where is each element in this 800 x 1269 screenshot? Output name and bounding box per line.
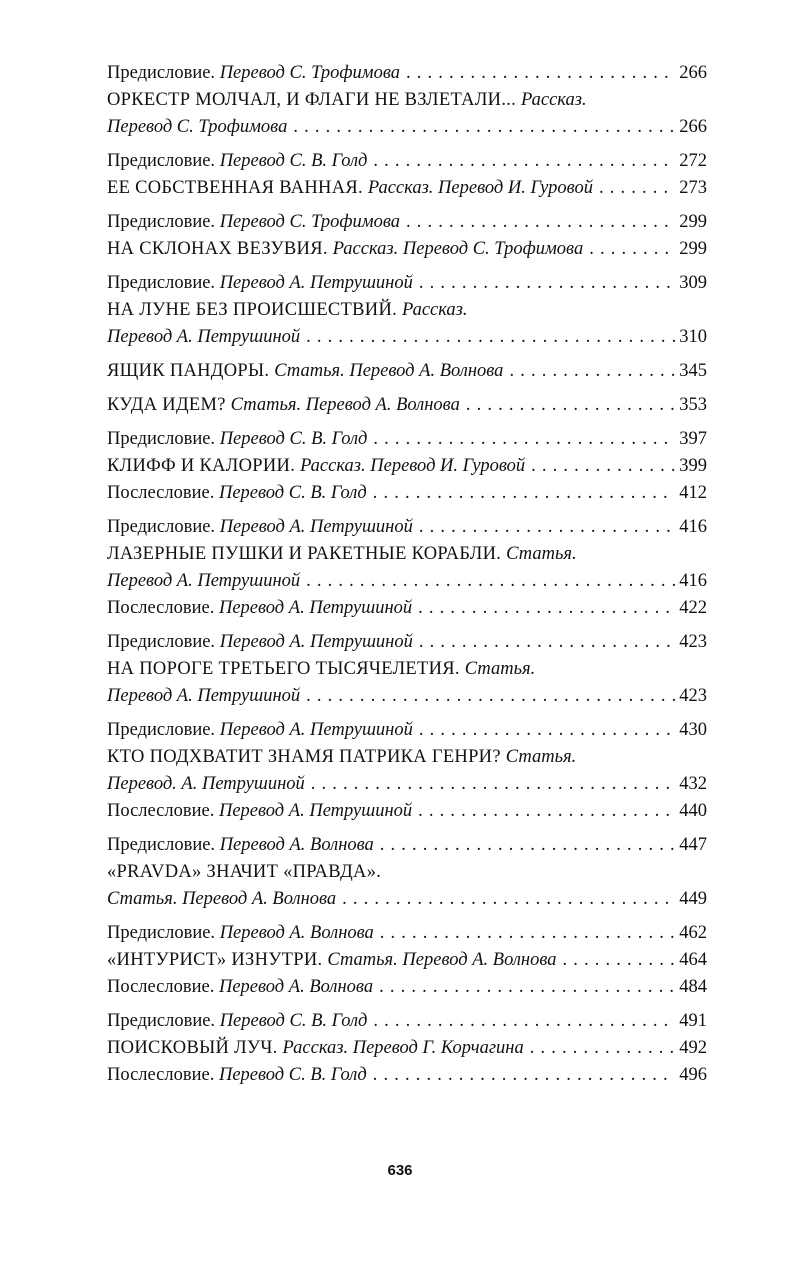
toc-group: [107, 209, 707, 263]
toc-title-line: [107, 297, 707, 324]
toc-entry: [107, 426, 707, 453]
translator-credit: Перевод С. Трофимова: [219, 63, 401, 83]
leader-dots: [509, 358, 675, 384]
toc-page-number: 353: [679, 395, 707, 415]
translator-credit: Рассказ. Перевод И. Гуровой: [300, 456, 526, 476]
section-label: Послесловие.: [107, 977, 219, 997]
translator-credit: Статья. Перевод А. Волнова: [327, 950, 557, 970]
toc-page-number: 491: [679, 1011, 707, 1031]
toc-entry-text: [107, 453, 525, 479]
section-label: Предисловие.: [107, 835, 220, 855]
leader-dots: [589, 236, 675, 262]
toc-entry: [107, 514, 707, 541]
toc-page-number: 412: [679, 483, 707, 503]
toc-page-number: 310: [679, 327, 707, 347]
toc-entry: [107, 920, 707, 947]
toc-entry-text: [107, 920, 374, 946]
section-label: Предисловие.: [107, 923, 220, 943]
toc-entry: [107, 947, 707, 974]
translator-credit: Перевод А. Петрушиной: [219, 273, 413, 293]
toc-entry: [107, 886, 707, 913]
toc-entry-text: [107, 175, 593, 201]
toc-entry: [107, 358, 707, 385]
toc-entry-text: [107, 392, 460, 418]
leader-dots: [306, 683, 675, 709]
toc-entry-text: [107, 1008, 367, 1034]
toc-group: [107, 629, 707, 710]
leader-dots: [418, 798, 675, 824]
toc-page-number: 440: [679, 801, 707, 821]
leader-dots: [418, 595, 675, 621]
leader-dots: [380, 920, 675, 946]
toc-entry: [107, 480, 707, 507]
section-label: Предисловие.: [107, 720, 220, 740]
toc-page-number: 430: [679, 720, 707, 740]
toc-page-number: 416: [679, 517, 707, 537]
toc-title-line: [107, 87, 707, 114]
toc-entry: [107, 974, 707, 1001]
work-title: НА ПОРОГЕ ТРЕТЬЕГО ТЫСЯЧЕЛЕТИЯ.: [107, 659, 465, 679]
work-title: ЛАЗЕРНЫЕ ПУШКИ И РАКЕТНЫЕ КОРАБЛИ.: [107, 544, 507, 564]
toc-page-number: 273: [679, 178, 707, 198]
toc-group: [107, 60, 707, 141]
translator-credit: Перевод. А. Петрушиной: [107, 774, 305, 794]
translator-credit: Перевод С. В. Голд: [219, 429, 368, 449]
toc-entry: [107, 114, 707, 141]
toc-entry-text: [107, 209, 400, 235]
translator-credit: Перевод А. Волнова: [218, 977, 374, 997]
toc-group: [107, 717, 707, 825]
work-title: НА ЛУНЕ БЕЗ ПРОИСШЕСТВИЙ.: [107, 300, 402, 320]
toc-group: [107, 392, 707, 419]
section-label: Предисловие.: [107, 1011, 220, 1031]
translator-credit: Статья. Перевод А. Волнова: [107, 889, 337, 909]
toc-entry-text: [107, 514, 413, 540]
toc-entry: [107, 595, 707, 622]
leader-dots: [306, 568, 675, 594]
toc-entry-text: [107, 148, 367, 174]
translator-credit: Рассказ. Перевод Г. Корчагина: [282, 1038, 524, 1058]
leader-dots: [373, 1008, 675, 1034]
toc-entry-text: [107, 324, 300, 350]
toc-entry-text: [107, 568, 300, 594]
toc-page-number: 266: [679, 117, 707, 137]
translator-credit: Перевод А. Волнова: [219, 835, 374, 855]
toc-entry: [107, 798, 707, 825]
leader-dots: [531, 453, 675, 479]
toc-entry: [107, 683, 707, 710]
leader-dots: [419, 717, 675, 743]
translator-credit: Перевод А. Петрушиной: [107, 571, 301, 591]
section-label: Предисловие.: [107, 212, 220, 232]
toc-entry: [107, 236, 707, 263]
section-label: Предисловие.: [107, 151, 220, 171]
leader-dots: [373, 426, 675, 452]
toc-entry: [107, 832, 707, 859]
leader-dots: [293, 114, 675, 140]
toc-entry-text: [107, 236, 583, 262]
section-label: Предисловие.: [107, 429, 220, 449]
toc-page-number: 464: [679, 950, 707, 970]
leader-dots: [373, 148, 675, 174]
toc-entry: [107, 1062, 707, 1089]
translator-credit: Перевод А. Петрушиной: [219, 517, 413, 537]
work-genre: Статья.: [505, 747, 577, 767]
toc-page-number: 266: [679, 63, 707, 83]
toc-entry-text: [107, 1035, 524, 1061]
translator-credit: Рассказ. Перевод И. Гуровой: [367, 178, 593, 198]
leader-dots: [599, 175, 675, 201]
leader-dots: [406, 209, 675, 235]
toc-page-number: 449: [679, 889, 707, 909]
toc-page-number: 416: [679, 571, 707, 591]
section-label: Предисловие.: [107, 632, 220, 652]
translator-credit: Перевод А. Волнова: [219, 923, 374, 943]
toc-entry-text: [107, 771, 305, 797]
toc-page-number: 299: [679, 212, 707, 232]
toc-entry: [107, 717, 707, 744]
toc-group: [107, 514, 707, 622]
toc-page-number: 462: [679, 923, 707, 943]
toc-page-number: 309: [679, 273, 707, 293]
leader-dots: [466, 392, 675, 418]
work-genre: Статья.: [506, 544, 577, 564]
work-title: ОРКЕСТР МОЛЧАЛ, И ФЛАГИ НЕ ВЗЛЕТАЛИ...: [107, 90, 522, 110]
section-label: Послесловие.: [107, 1065, 219, 1085]
toc-entry: [107, 771, 707, 798]
leader-dots: [406, 60, 675, 86]
toc-entry-text: [107, 595, 412, 621]
work-genre: Рассказ.: [401, 300, 468, 320]
toc-page-number: 423: [679, 632, 707, 652]
toc-title-line: [107, 656, 707, 683]
leader-dots: [342, 886, 675, 912]
toc-page-number: 272: [679, 151, 707, 171]
toc-page-number: 299: [679, 239, 707, 259]
section-label: Предисловие.: [107, 517, 220, 537]
toc-title-line: [107, 859, 707, 886]
toc-page-number: 447: [679, 835, 707, 855]
translator-credit: Перевод С. В. Голд: [218, 1065, 367, 1085]
leader-dots: [379, 974, 675, 1000]
toc-entry-text: [107, 832, 374, 858]
work-genre: Рассказ.: [521, 90, 587, 110]
section-label: Предисловие.: [107, 273, 220, 293]
toc-group: [107, 358, 707, 385]
work-title: ПОИСКОВЫЙ ЛУЧ.: [107, 1038, 283, 1058]
work-title: ЕЕ СОБСТВЕННАЯ ВАННАЯ.: [107, 178, 368, 198]
work-genre: Статья.: [464, 659, 536, 679]
toc-page-number: 496: [679, 1065, 707, 1085]
toc-entry-text: [107, 886, 336, 912]
toc-entry: [107, 148, 707, 175]
work-title: НА СКЛОНАХ ВЕЗУВИЯ.: [107, 239, 333, 259]
toc-entry: [107, 209, 707, 236]
leader-dots: [419, 629, 675, 655]
toc-entry-text: [107, 426, 367, 452]
toc-entry-text: [107, 629, 413, 655]
toc-entry-text: [107, 798, 412, 824]
toc-title-line: [107, 744, 707, 771]
toc-group: [107, 148, 707, 202]
translator-credit: Перевод С. В. Голд: [219, 1011, 368, 1031]
toc-page-number: 422: [679, 598, 707, 618]
toc-group: [107, 1008, 707, 1089]
table-of-contents: [107, 60, 707, 1096]
toc-title-line: [107, 541, 707, 568]
toc-page-number: 345: [679, 361, 707, 381]
leader-dots: [311, 771, 675, 797]
toc-page-number: 484: [679, 977, 707, 997]
toc-page-number: 432: [679, 774, 707, 794]
translator-credit: Перевод С. Трофимова: [107, 117, 288, 137]
work-title: «PRAVDA» ЗНАЧИТ «ПРАВДА».: [107, 862, 382, 882]
toc-entry: [107, 175, 707, 202]
translator-credit: Перевод А. Петрушиной: [219, 632, 413, 652]
toc-entry-text: [107, 270, 413, 296]
toc-page-number: 423: [679, 686, 707, 706]
toc-entry: [107, 568, 707, 595]
toc-entry-text: [107, 683, 300, 709]
leader-dots: [419, 514, 675, 540]
work-title: КЛИФФ И КАЛОРИИ.: [107, 456, 301, 476]
work-title: КУДА ИДЕМ?: [107, 395, 231, 415]
work-title: ЯЩИК ПАНДОРЫ.: [107, 361, 275, 381]
leader-dots: [563, 947, 676, 973]
translator-credit: Рассказ. Перевод С. Трофимова: [332, 239, 584, 259]
toc-entry-text: [107, 974, 373, 1000]
translator-credit: Перевод А. Петрушиной: [218, 598, 413, 618]
leader-dots: [530, 1035, 676, 1061]
toc-entry-text: [107, 1062, 367, 1088]
toc-group: [107, 832, 707, 913]
toc-entry: [107, 453, 707, 480]
section-label: Послесловие.: [107, 801, 219, 821]
leader-dots: [380, 832, 675, 858]
toc-group: [107, 920, 707, 1001]
section-label: Предисловие.: [107, 63, 220, 83]
toc-page-number: 399: [679, 456, 707, 476]
toc-group: [107, 270, 707, 351]
toc-entry-text: [107, 717, 413, 743]
toc-entry: [107, 1035, 707, 1062]
leader-dots: [419, 270, 675, 296]
toc-page-number: 492: [679, 1038, 707, 1058]
leader-dots: [373, 1062, 676, 1088]
translator-credit: Перевод С. В. Голд: [219, 151, 368, 171]
translator-credit: Перевод С. В. Голд: [218, 483, 367, 503]
toc-entry: [107, 324, 707, 351]
translator-credit: Перевод А. Петрушиной: [107, 327, 301, 347]
translator-credit: Перевод С. Трофимова: [219, 212, 401, 232]
toc-entry: [107, 629, 707, 656]
toc-entry: [107, 1008, 707, 1035]
leader-dots: [306, 324, 675, 350]
toc-entry-text: [107, 114, 287, 140]
toc-entry: [107, 60, 707, 87]
work-title: КТО ПОДХВАТИТ ЗНАМЯ ПАТРИКА ГЕНРИ?: [107, 747, 506, 767]
section-label: Послесловие.: [107, 598, 219, 618]
toc-page-number: 397: [679, 429, 707, 449]
translator-credit: Перевод А. Петрушиной: [219, 720, 413, 740]
work-title: «ИНТУРИСТ» ИЗНУТРИ.: [107, 950, 328, 970]
section-label: Послесловие.: [107, 483, 219, 503]
toc-entry-text: [107, 480, 367, 506]
toc-entry-text: [107, 947, 557, 973]
page-number: 636: [387, 1162, 413, 1179]
toc-entry: [107, 270, 707, 297]
toc-entry-text: [107, 358, 503, 384]
translator-credit: Перевод А. Петрушиной: [218, 801, 413, 821]
translator-credit: Перевод А. Петрушиной: [107, 686, 301, 706]
leader-dots: [373, 480, 676, 506]
toc-group: [107, 426, 707, 507]
translator-credit: Статья. Перевод А. Волнова: [230, 395, 460, 415]
toc-entry-text: [107, 60, 400, 86]
translator-credit: Статья. Перевод А. Волнова: [274, 361, 504, 381]
toc-entry: [107, 392, 707, 419]
